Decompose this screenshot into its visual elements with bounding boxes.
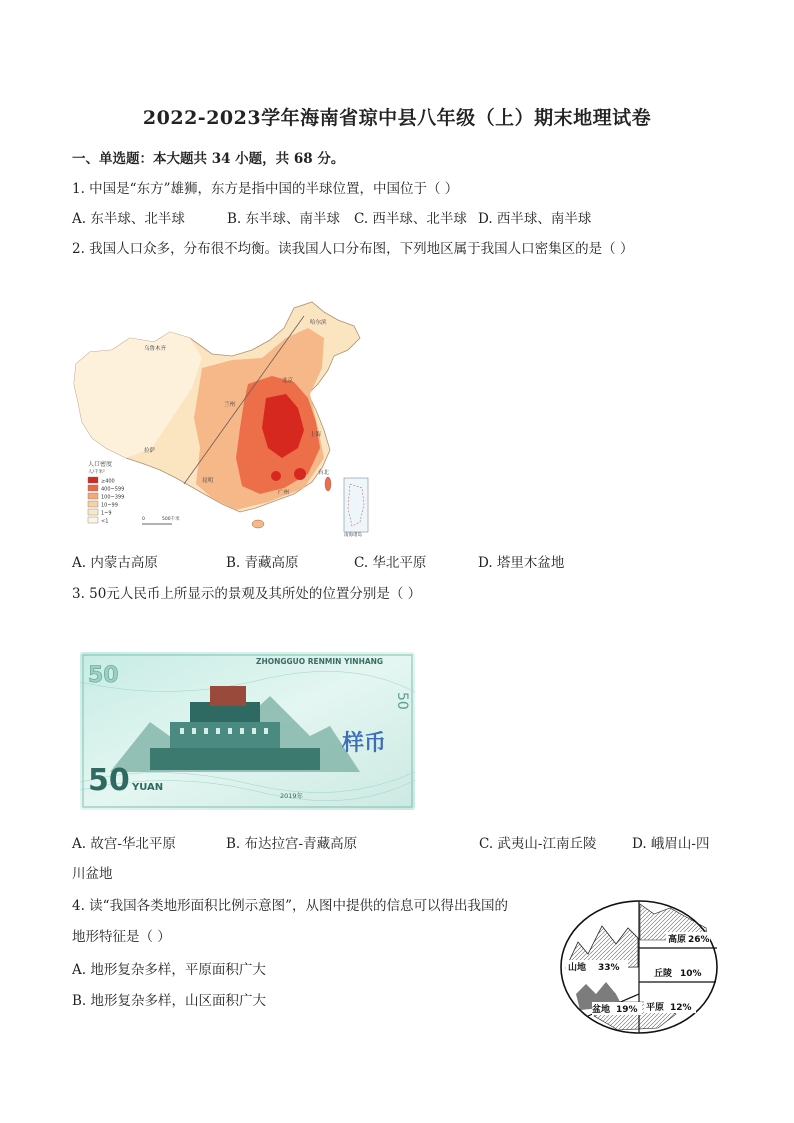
note-year: 2019年 — [280, 792, 304, 800]
q2-option-b[interactable]: B. 青藏高原 — [226, 555, 299, 571]
map-label: 台北 — [318, 470, 330, 476]
legend-unit: 人/千米² — [88, 470, 105, 475]
terrain-pie-graphic — [558, 898, 720, 1036]
legend-swatch — [88, 501, 98, 507]
pie-pct-hills: 10% — [680, 969, 702, 979]
terrain-pie-chart — [558, 898, 720, 1036]
pie-label-plain: 平原 — [646, 1003, 665, 1013]
q2-option-d[interactable]: D. 塔里木盆地 — [478, 555, 565, 571]
map-label: 广州 — [278, 490, 290, 496]
map-label: 上海 — [310, 432, 322, 438]
note-large-denomination: 50 — [88, 763, 130, 798]
population-map — [72, 298, 370, 538]
q2-option-a[interactable]: A. 内蒙古高原 — [72, 555, 158, 571]
question-1-stem: 1. 中国是“东方”雄狮，东方是指中国的半球位置，中国位于（ ） — [72, 181, 459, 197]
legend-label: <1 — [101, 518, 109, 525]
legend-swatch — [88, 477, 98, 483]
question-2-stem: 2. 我国人口众多，分布很不均衡。读我国人口分布图，下列地区属于我国人口密集区的是（ ） — [72, 241, 634, 257]
legend-swatch — [88, 485, 98, 491]
q3-option-d-continued: 川盆地 — [72, 866, 113, 882]
map-label: 北京 — [282, 378, 294, 384]
q4-option-a[interactable]: A. 地形复杂多样，平原面积广大 — [72, 962, 266, 978]
legend-label: 1~9 — [101, 510, 112, 517]
legend-label: 10~99 — [101, 502, 118, 509]
note-side-number: 50 — [394, 692, 410, 710]
svg-text:0: 0 — [142, 517, 145, 522]
pie-label-hills: 丘陵 — [654, 969, 673, 979]
map-label: 南海诸岛 — [344, 533, 362, 538]
map-label: 兰州 — [224, 402, 236, 408]
legend-swatch — [88, 517, 98, 523]
note-top-text: ZHONGGUO RENMIN YINHANG — [256, 657, 384, 666]
q3-option-a[interactable]: A. 故宫-华北平原 — [72, 836, 176, 852]
map-label: 拉萨 — [144, 448, 156, 454]
q1-option-a[interactable]: A. 东半球、北半球 — [72, 211, 185, 227]
q4-option-b[interactable]: B. 地形复杂多样，山区面积广大 — [72, 993, 267, 1009]
population-map-graphic — [72, 298, 370, 538]
legend-label: 100~399 — [101, 494, 125, 501]
legend-label: 400~599 — [101, 486, 125, 493]
note-yuan: YUAN — [132, 782, 164, 793]
map-label: 乌鲁木齐 — [144, 346, 167, 352]
map-label: 哈尔滨 — [310, 320, 327, 326]
note-corner-denomination: 50 — [88, 663, 119, 688]
legend-swatch — [88, 509, 98, 515]
q3-option-c[interactable]: C. 武夷山-江南丘陵 — [479, 836, 597, 852]
q3-option-b[interactable]: B. 布达拉宫-青藏高原 — [226, 836, 358, 852]
question-3-stem: 3. 50元人民币上所显示的景观及其所处的位置分别是（ ） — [72, 586, 422, 602]
pie-pct-plain: 12% — [670, 1003, 692, 1013]
pie-pct-basin: 19% — [616, 1005, 638, 1015]
map-label: 昆明 — [202, 478, 214, 484]
pie-label-mountains: 山地 — [568, 963, 587, 973]
banknote-graphic — [80, 652, 415, 810]
scale-label: 500千米 — [162, 517, 180, 522]
note-sample-stamp: 样币 — [342, 731, 387, 756]
legend-label: ≥400 — [101, 478, 115, 485]
pie-label-basin: 盆地 — [592, 1005, 611, 1015]
south-china-sea-inset — [344, 478, 368, 532]
pie-pct-mountains: 33% — [598, 963, 620, 973]
legend-swatch — [88, 493, 98, 499]
section-heading: 一、单选题：本大题共 34 小题，共 68 分。 — [72, 151, 345, 167]
q1-option-c[interactable]: C. 西半球、北半球 — [354, 211, 467, 227]
q1-option-d[interactable]: D. 西半球、南半球 — [478, 211, 592, 227]
exam-title: 2022-2023学年海南省琼中县八年级（上）期末地理试卷 — [142, 107, 652, 129]
q2-option-c[interactable]: C. 华北平原 — [354, 555, 427, 571]
legend-title: 人口密度 — [88, 461, 113, 468]
q3-option-d[interactable]: D. 峨眉山-四 — [632, 836, 710, 852]
question-4-stem-line1: 4. 读“我国各类地形面积比例示意图”，从图中提供的信息可以得出我国的 — [72, 898, 508, 914]
pie-pct-plateau: 26% — [688, 935, 710, 945]
q1-option-b[interactable]: B. 东半球、南半球 — [227, 211, 341, 227]
banknote-image — [80, 652, 415, 810]
question-4-stem-line2: 地形特征是（ ） — [72, 929, 171, 945]
pie-label-plateau: 高原 — [668, 935, 687, 945]
